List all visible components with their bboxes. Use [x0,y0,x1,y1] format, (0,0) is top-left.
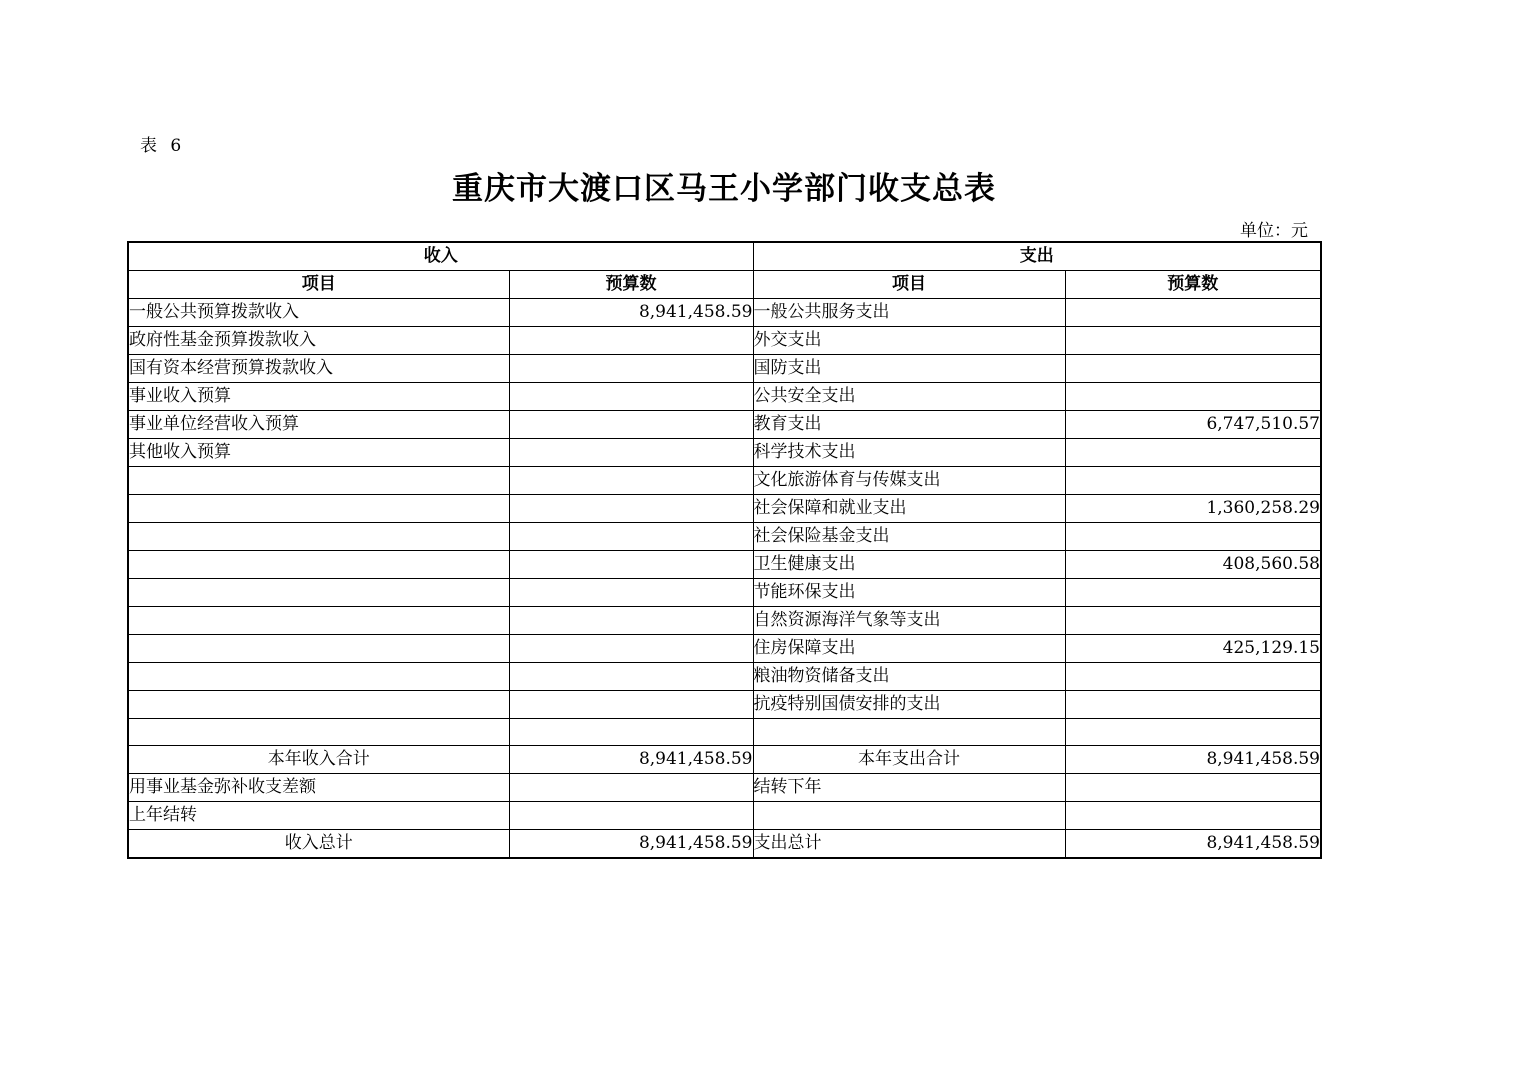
income-amount-cell [509,467,753,495]
table-row [128,774,1321,802]
table-number: 表 6 [140,136,186,156]
income-item-cell [128,551,509,579]
expense-amount-cell [1065,802,1321,830]
expense-item-cell: 粮油物资储备支出 [753,663,1065,691]
income-group-header: 收入 [128,242,753,271]
table-row [128,607,1321,635]
table-row [128,355,1321,383]
group-header-row [128,242,1321,271]
expense-amount-cell: 425,129.15 [1065,635,1321,663]
expense-amount-cell: 1,360,258.29 [1065,495,1321,523]
expense-amount-cell [1065,607,1321,635]
income-amount-cell: 8,941,458.59 [509,299,753,327]
income-item-cell [128,607,509,635]
expense-item-cell: 外交支出 [753,327,1065,355]
unit-label: 单位：元 [1240,221,1308,241]
income-item-cell [128,691,509,719]
income-item-cell: 其他收入预算 [128,439,509,467]
income-amount-header: 预算数 [509,271,753,299]
table-row [128,299,1321,327]
table-row [128,327,1321,355]
expense-amount-cell [1065,774,1321,802]
expense-amount-cell [1065,579,1321,607]
income-item-cell: 政府性基金预算拨款收入 [128,327,509,355]
expense-amount-cell [1065,355,1321,383]
grand-total-row [128,830,1321,859]
expense-amount-cell [1065,299,1321,327]
table-row [128,411,1321,439]
expense-amount-cell [1065,719,1321,746]
income-amount-cell [509,523,753,551]
expense-amount-cell [1065,663,1321,691]
budget-table [127,241,1322,859]
expense-item-cell [753,802,1065,830]
income-item-cell [128,635,509,663]
expense-amount-cell: 6,747,510.57 [1065,411,1321,439]
expense-amount-cell: 408,560.58 [1065,551,1321,579]
expense-item-cell: 自然资源海洋气象等支出 [753,607,1065,635]
column-header-row [128,271,1321,299]
income-amount-cell [509,327,753,355]
income-item-cell [128,523,509,551]
income-amount-cell [509,579,753,607]
expense-item-cell: 文化旅游体育与传媒支出 [753,467,1065,495]
income-amount-cell [509,635,753,663]
expense-item-cell: 科学技术支出 [753,439,1065,467]
table-row [128,663,1321,691]
table-row [128,635,1321,663]
expense-item-cell: 结转下年 [753,774,1065,802]
expense-item-header: 项目 [753,271,1065,299]
expense-item-cell: 社会保险基金支出 [753,523,1065,551]
income-amount-cell [509,495,753,523]
income-amount-cell [509,439,753,467]
income-item-cell: 上年结转 [128,802,509,830]
table-row [128,523,1321,551]
income-item-cell: 事业收入预算 [128,383,509,411]
expense-item-cell: 住房保障支出 [753,635,1065,663]
income-item-cell [128,579,509,607]
table-body [128,299,1321,859]
expense-group-header: 支出 [753,242,1321,271]
table-row [128,802,1321,830]
expense-item-cell [753,719,1065,746]
expense-amount-cell [1065,439,1321,467]
table-row [128,719,1321,746]
income-amount-cell [509,719,753,746]
year-expense-total-label: 本年支出合计 [753,746,1065,774]
grand-income-total-label: 收入总计 [128,830,509,859]
income-amount-cell [509,774,753,802]
table-row [128,495,1321,523]
income-item-cell [128,719,509,746]
expense-amount-cell [1065,383,1321,411]
table-row [128,691,1321,719]
year-total-row [128,746,1321,774]
grand-income-total-amount: 8,941,458.59 [509,830,753,859]
expense-amount-header: 预算数 [1065,271,1321,299]
income-item-cell: 一般公共预算拨款收入 [128,299,509,327]
year-expense-total-amount: 8,941,458.59 [1065,746,1321,774]
table-row [128,551,1321,579]
income-item-cell: 用事业基金弥补收支差额 [128,774,509,802]
income-item-cell: 事业单位经营收入预算 [128,411,509,439]
income-amount-cell [509,802,753,830]
table-row [128,439,1321,467]
page-title: 重庆市大渡口区马王小学部门收支总表 [452,171,996,207]
expense-item-cell: 公共安全支出 [753,383,1065,411]
income-amount-cell [509,383,753,411]
income-amount-cell [509,691,753,719]
expense-item-cell: 国防支出 [753,355,1065,383]
income-item-cell [128,663,509,691]
expense-item-cell: 抗疫特别国债安排的支出 [753,691,1065,719]
expense-amount-cell [1065,327,1321,355]
table-row [128,579,1321,607]
expense-item-cell: 社会保障和就业支出 [753,495,1065,523]
expense-amount-cell [1065,523,1321,551]
table-row [128,467,1321,495]
income-item-cell [128,495,509,523]
income-amount-cell [509,551,753,579]
expense-item-cell: 教育支出 [753,411,1065,439]
expense-item-cell: 一般公共服务支出 [753,299,1065,327]
year-income-total-label: 本年收入合计 [128,746,509,774]
income-item-header: 项目 [128,271,509,299]
income-item-cell: 国有资本经营预算拨款收入 [128,355,509,383]
grand-expense-total-amount: 8,941,458.59 [1065,830,1321,859]
grand-expense-total-label: 支出总计 [753,830,1065,859]
expense-item-cell: 节能环保支出 [753,579,1065,607]
income-amount-cell [509,607,753,635]
income-amount-cell [509,411,753,439]
table-row [128,383,1321,411]
year-income-total-amount: 8,941,458.59 [509,746,753,774]
expense-amount-cell [1065,691,1321,719]
expense-amount-cell [1065,467,1321,495]
income-amount-cell [509,663,753,691]
income-item-cell [128,467,509,495]
income-amount-cell [509,355,753,383]
expense-item-cell: 卫生健康支出 [753,551,1065,579]
